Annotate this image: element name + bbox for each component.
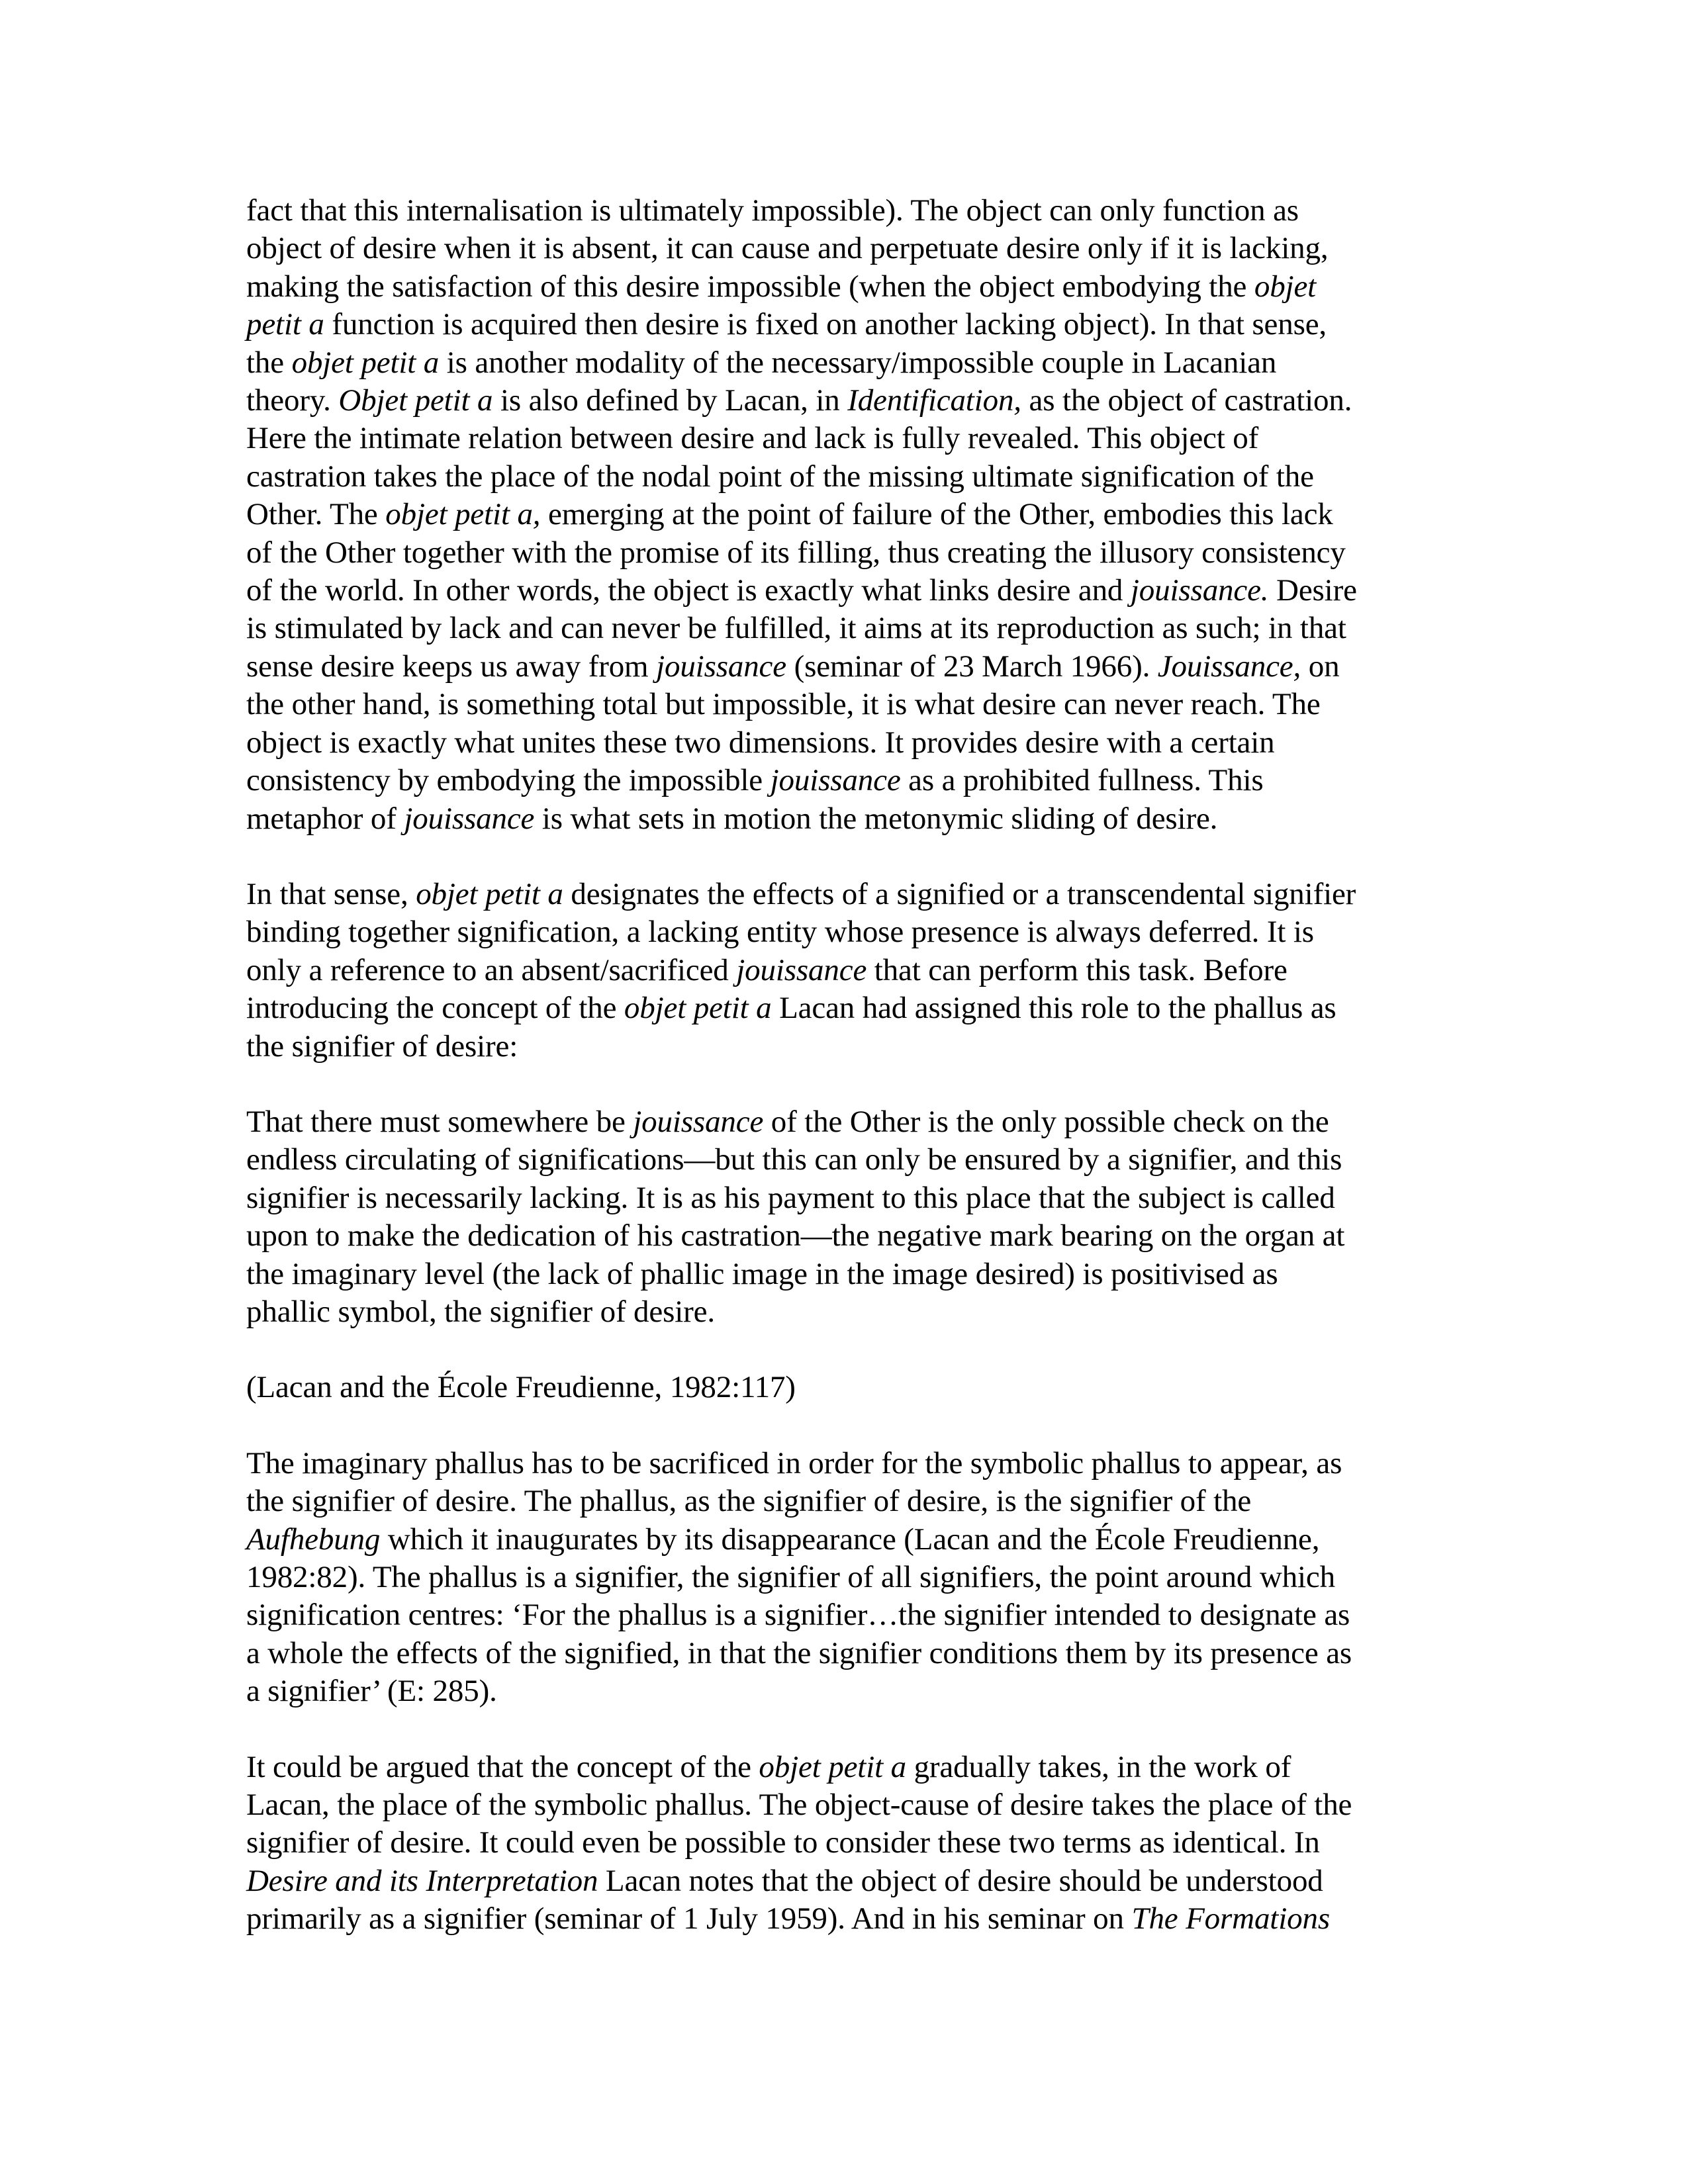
text-segment: the imaginary level (the lack of phallic image in the image desired) is positivised as <box>246 1256 1278 1291</box>
text-segment: Desire <box>1268 573 1357 608</box>
italic-text: objet <box>1254 269 1317 304</box>
text-line <box>246 1862 1431 1900</box>
text-segment: sense desire keeps us away from <box>246 649 657 684</box>
text-segment: consistency by embodying the impossible <box>246 763 771 798</box>
text-line <box>246 1749 1431 1786</box>
text-line <box>246 686 1431 723</box>
text-line <box>246 306 1431 343</box>
text-line <box>246 572 1431 610</box>
text-line <box>246 496 1431 533</box>
text-line <box>246 1293 1431 1331</box>
text-line <box>246 1482 1431 1520</box>
text-segment: That there must somewhere be <box>246 1104 633 1139</box>
text-segment: of the Other is the only possible check on the <box>763 1104 1329 1139</box>
text-line <box>246 230 1431 267</box>
text-segment: Here the intimate relation between desire and lack is fully revealed. This object of <box>246 421 1259 456</box>
text-segment: a signifier’ (E: 285). <box>246 1674 497 1709</box>
text-line <box>246 1559 1431 1596</box>
text-segment: of the Other together with the promise of its filling, thus creating the illusory consistency <box>246 535 1346 570</box>
italic-text: Aufhebung <box>246 1522 381 1557</box>
italic-text: Desire and its Interpretation <box>246 1863 598 1898</box>
text-segment: castration takes the place of the nodal point of the missing ultimate signification of the <box>246 459 1314 494</box>
text-segment: theory. <box>246 383 339 418</box>
italic-text: jouissance <box>404 801 535 836</box>
text-line <box>246 610 1431 647</box>
text-segment: a whole the effects of the signified, in that the signifier conditions them by its presence as <box>246 1635 1352 1670</box>
text-segment: only a reference to an absent/sacrificed <box>246 952 737 987</box>
text-segment: function is acquired then desire is fixed on another lacking object). In that sense, <box>324 307 1327 342</box>
text-segment: which it inaugurates by its disappearance (Lacan and the École Freudienne, <box>380 1522 1320 1557</box>
text-line <box>246 1824 1431 1862</box>
text-line <box>246 1179 1431 1217</box>
text-line <box>246 989 1431 1027</box>
text-segment: Lacan, the place of the symbolic phallus. The object-cause of desire takes the place of the <box>246 1788 1352 1823</box>
paragraph <box>246 1749 1431 1938</box>
text-line <box>246 1635 1431 1672</box>
text-segment: as a prohibited fullness. This <box>900 763 1264 798</box>
italic-text: objet petit a <box>416 876 563 911</box>
italic-text: objet petit a, <box>385 497 541 532</box>
paragraph <box>246 1369 1431 1406</box>
text-segment: It could be argued that the concept of the <box>246 1749 759 1784</box>
text-line <box>246 762 1431 799</box>
text-segment: of the world. In other words, the object is exactly what links desire and <box>246 573 1131 608</box>
text-line <box>246 1445 1431 1482</box>
italic-text: Identification, <box>847 383 1021 418</box>
text-segment: binding together signification, a lacking entity whose presence is always deferred. It is <box>246 915 1314 950</box>
text-line <box>246 458 1431 496</box>
italic-text: objet petit a <box>759 1749 906 1784</box>
text-segment: The imaginary phallus has to be sacrificed in order for the symbolic phallus to appear, as <box>246 1445 1342 1480</box>
text-line <box>246 1141 1431 1179</box>
text-segment: (seminar of 23 March 1966). <box>786 649 1158 684</box>
text-segment: the signifier of desire. The phallus, as the signifier of desire, is the signifier of the <box>246 1484 1252 1519</box>
text-line <box>246 344 1431 382</box>
text-segment: Lacan notes that the object of desire should be understood <box>598 1863 1323 1898</box>
text-segment: making the satisfaction of this desire impossible (when the object embodying the <box>246 269 1254 304</box>
text-line <box>246 382 1431 420</box>
text-line <box>246 1521 1431 1559</box>
text-segment: introducing the concept of the <box>246 991 624 1026</box>
text-segment: Other. The <box>246 497 386 532</box>
text-line <box>246 1672 1431 1710</box>
text-segment: object of desire when it is absent, it can cause and perpetuate desire only if it is lacking, <box>246 231 1329 266</box>
text-segment: the other hand, is something total but impossible, it is what desire can never reach. The <box>246 687 1321 722</box>
text-segment: primarily as a signifier (seminar of 1 July 1959). And in his seminar on <box>246 1901 1132 1936</box>
text-segment: is stimulated by lack and can never be fulfilled, it aims at its reproduction as such; in that <box>246 611 1346 646</box>
text-line <box>246 1255 1431 1293</box>
paragraph <box>246 1103 1431 1331</box>
italic-text: jouissance <box>633 1104 764 1139</box>
text-segment: is what sets in motion the metonymic sliding of desire. <box>534 801 1218 836</box>
text-line <box>246 800 1431 838</box>
italic-text: petit a <box>246 307 324 342</box>
text-line <box>246 952 1431 989</box>
text-line <box>246 724 1431 762</box>
text-line <box>246 1217 1431 1255</box>
text-segment: endless circulating of significations—but this can only be ensured by a signifier, and this <box>246 1142 1342 1177</box>
text-line <box>246 268 1431 306</box>
text-segment: 1982:82). The phallus is a signifier, the signifier of all signifiers, the point around which <box>246 1560 1335 1594</box>
text-segment: on <box>1301 649 1340 684</box>
text-segment: is another modality of the necessary/impossible couple in Lacanian <box>439 345 1277 380</box>
text-segment: is also defined by Lacan, in <box>492 383 848 418</box>
text-line <box>246 1900 1431 1938</box>
text-segment: gradually takes, in the work of <box>906 1749 1291 1784</box>
text-line <box>246 648 1431 686</box>
text-line <box>246 192 1431 230</box>
text-segment: signifier is necessarily lacking. It is as his payment to this place that the subject is called <box>246 1180 1335 1215</box>
text-line <box>246 1103 1431 1141</box>
italic-text: Objet petit a <box>338 383 493 418</box>
paragraph <box>246 192 1431 838</box>
italic-text: jouissance. <box>1130 573 1269 608</box>
italic-text: The Formations <box>1131 1901 1330 1936</box>
italic-text: jouissance <box>656 649 786 684</box>
text-segment: the <box>246 345 292 380</box>
text-segment: In that sense, <box>246 876 416 911</box>
text-segment: designates the effects of a signified or a transcendental signifier <box>563 876 1356 911</box>
text-segment: signifier of desire. It could even be possible to consider these two terms as identical. In <box>246 1825 1320 1860</box>
text-line <box>246 420 1431 457</box>
text-segment: the signifier of desire: <box>246 1028 518 1064</box>
text-line <box>246 1786 1431 1824</box>
text-segment: fact that this internalisation is ultimately impossible). The object can only function as <box>246 193 1299 228</box>
document-page <box>246 192 1431 1976</box>
text-segment: (Lacan and the École Freudienne, 1982:117) <box>246 1370 796 1405</box>
italic-text: objet petit a <box>291 345 440 380</box>
text-segment: signification centres: ‘For the phallus is a signifier…the signifier intended to designate as <box>246 1598 1350 1633</box>
text-line <box>246 1596 1431 1634</box>
text-segment: as the object of castration. <box>1021 383 1352 418</box>
text-segment: that can perform this task. Before <box>867 952 1288 987</box>
text-segment: Lacan had assigned this role to the phallus as <box>771 991 1336 1026</box>
italic-text: jouissance <box>770 763 901 798</box>
paragraph <box>246 1445 1431 1711</box>
text-line <box>246 1028 1431 1066</box>
text-segment: metaphor of <box>246 801 404 836</box>
text-line <box>246 534 1431 572</box>
text-segment: phallic symbol, the signifier of desire. <box>246 1294 715 1329</box>
text-segment: upon to make the dedication of his castration—the negative mark bearing on the organ at <box>246 1218 1345 1253</box>
italic-text: Jouissance, <box>1157 649 1301 684</box>
text-line <box>246 1369 1431 1406</box>
text-segment: emerging at the point of failure of the Other, embodies this lack <box>540 497 1333 532</box>
italic-text: jouissance <box>736 952 867 987</box>
text-line <box>246 913 1431 951</box>
text-segment: object is exactly what unites these two dimensions. It provides desire with a certain <box>246 725 1275 760</box>
italic-text: objet petit a <box>624 991 772 1026</box>
text-line <box>246 876 1431 913</box>
paragraph <box>246 876 1431 1066</box>
